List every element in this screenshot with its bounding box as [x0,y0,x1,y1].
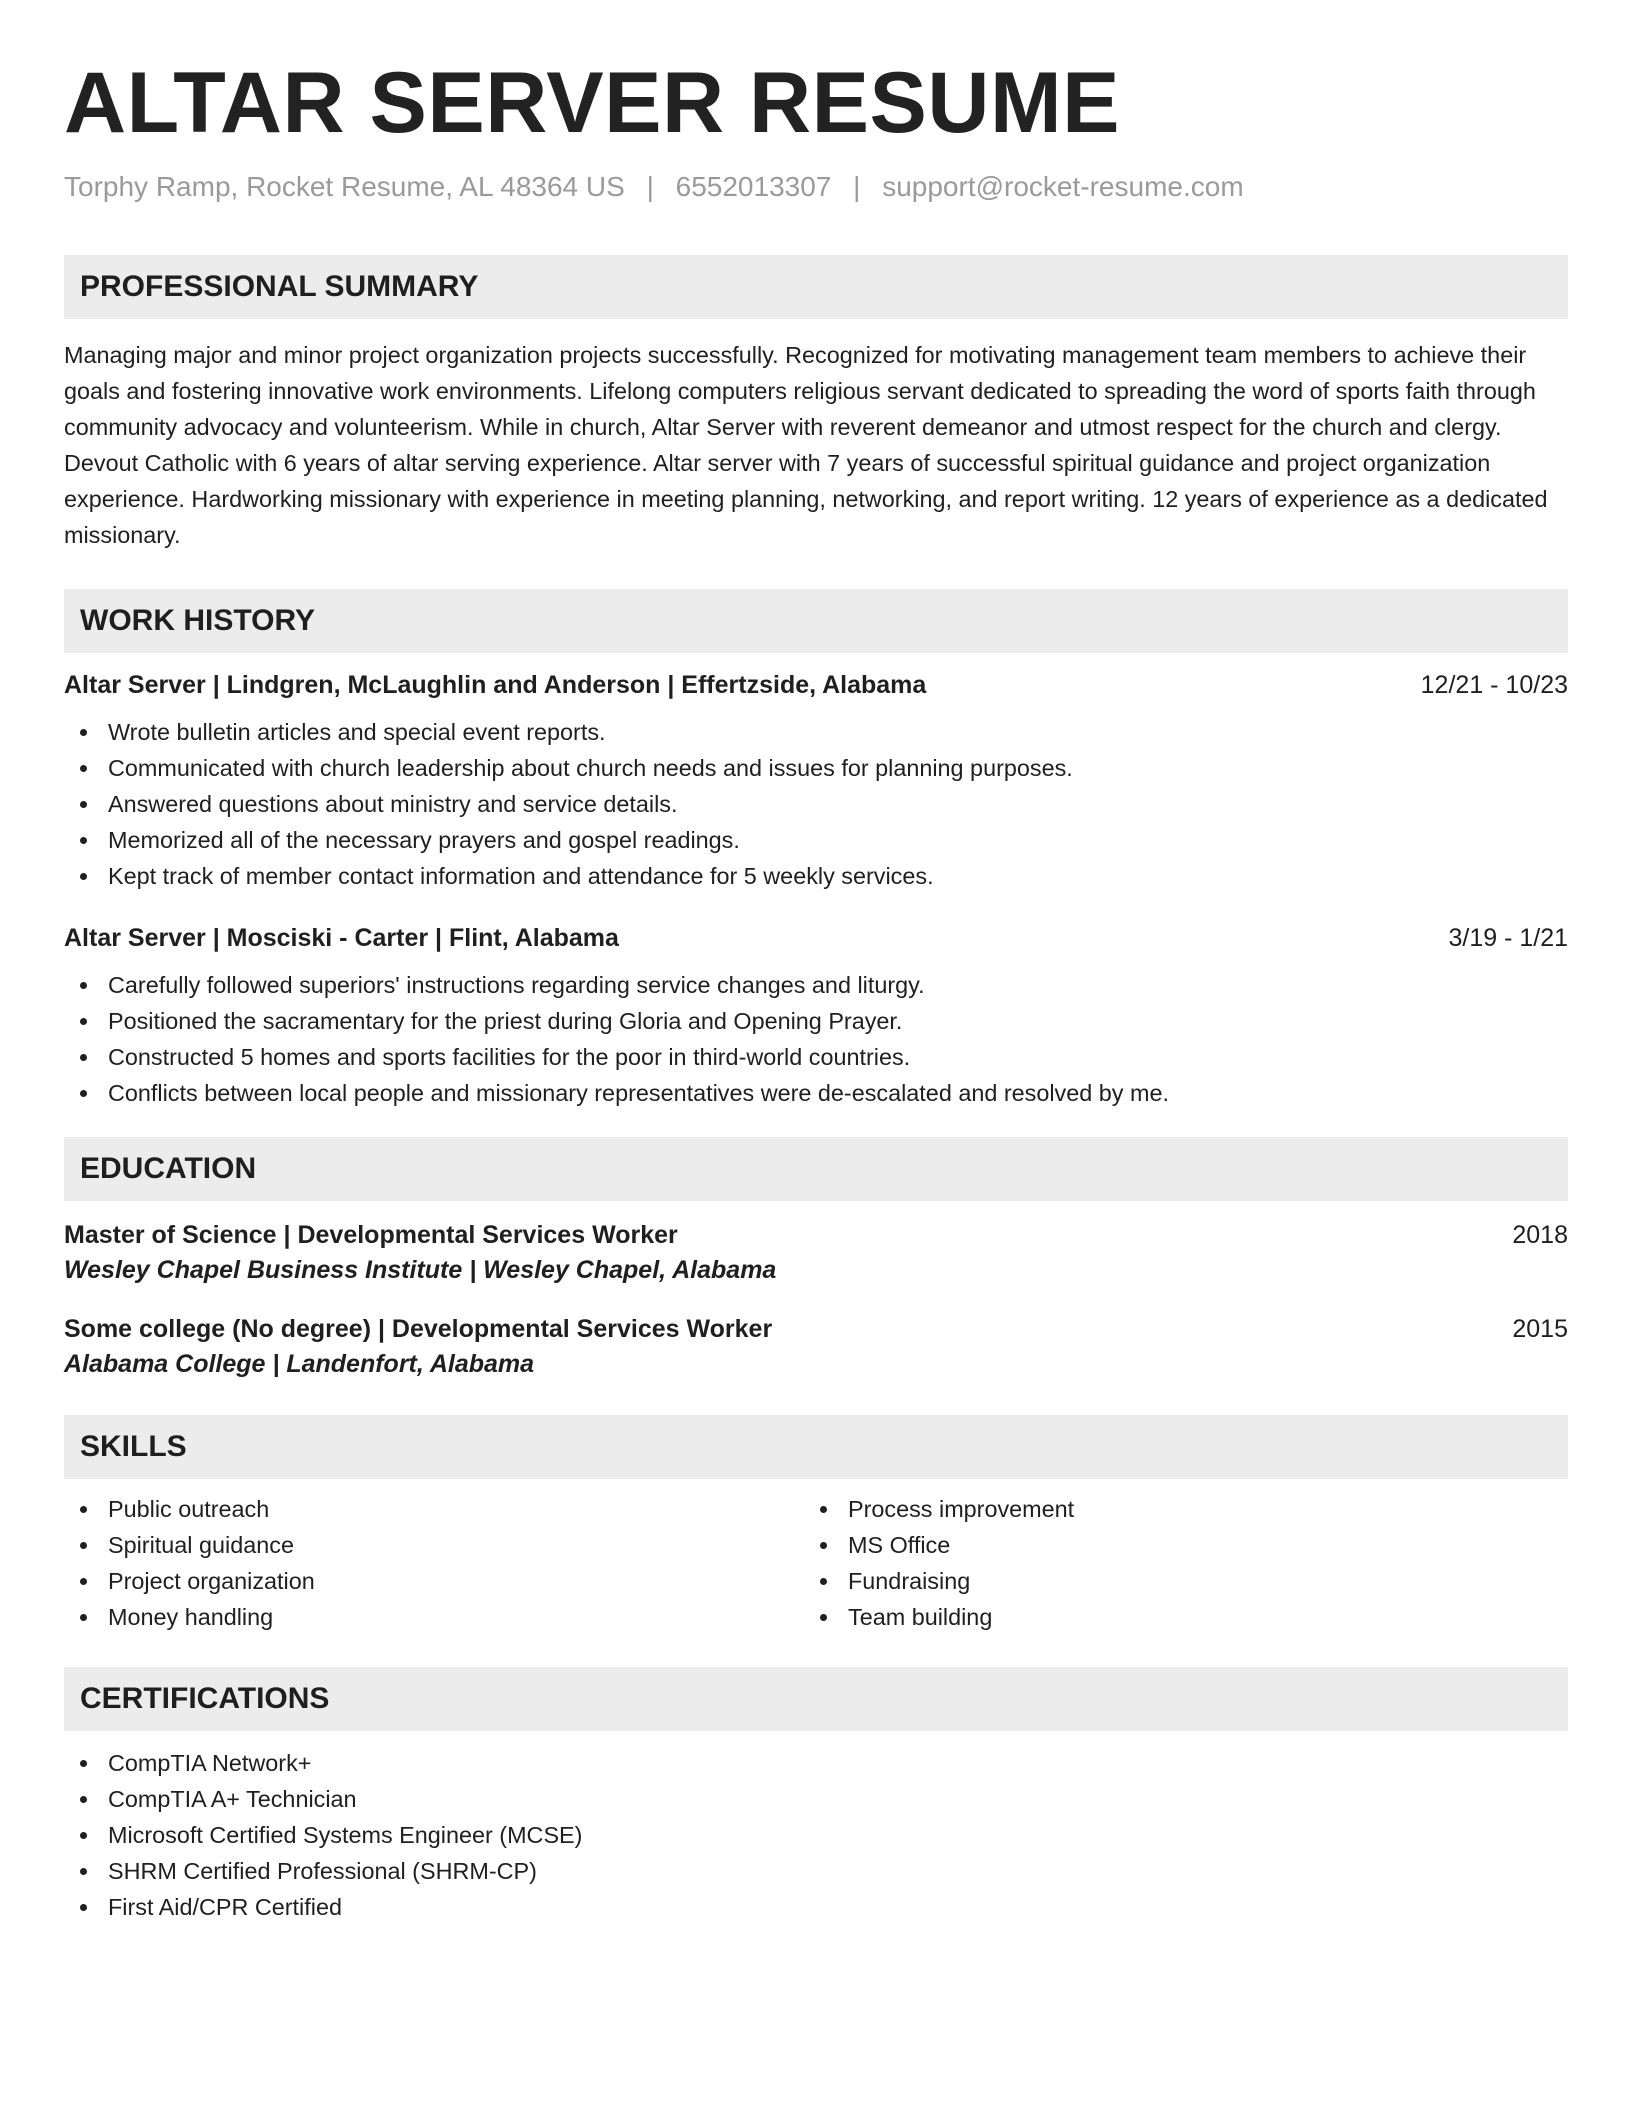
contact-address: Torphy Ramp, Rocket Resume, AL 48364 US [64,170,625,202]
certifications-list [64,1745,1568,1925]
list-item: Project organization [64,1563,804,1599]
list-item: Carefully followed superiors' instructions regarding service changes and liturgy. [64,967,1568,1003]
job-title: Altar Server | Mosciski - Carter | Flint, Alabama [64,923,619,952]
job-bullets [64,967,1568,1111]
list-item: CompTIA Network+ [64,1745,1568,1781]
list-item: Team building [804,1599,1544,1635]
list-item: MS Office [804,1527,1544,1563]
list-item: Answered questions about ministry and service details. [64,786,1568,822]
education-school: Alabama College | Landenfort, Alabama [64,1349,535,1378]
education-school: Wesley Chapel Business Institute | Wesley Chapel, Alabama [64,1255,777,1284]
contact-email: support@rocket-resume.com [882,170,1244,202]
section-heading-education: EDUCATION [64,1137,1568,1201]
job-entry [64,671,1568,894]
contact-line [64,171,1568,203]
education-entry [64,1221,1568,1285]
list-item: Money handling [64,1599,804,1635]
list-item: SHRM Certified Professional (SHRM-CP) [64,1853,1568,1889]
contact-separator: | [646,170,654,202]
skills-grid [64,1491,1568,1635]
resume-title: ALTAR SERVER RESUME [64,55,1120,151]
section-heading-skills: SKILLS [64,1415,1568,1479]
job-entry [64,924,1568,1111]
education-degree: Some college (No degree) | Developmental Services Worker [64,1314,773,1343]
list-item: Communicated with church leadership about church needs and issues for planning purposes. [64,750,1568,786]
list-item: Kept track of member contact information and attendance for 5 weekly services. [64,858,1568,894]
skills-column-left [64,1491,804,1635]
list-item: Wrote bulletin articles and special event reports. [64,714,1568,750]
list-item: Public outreach [64,1491,804,1527]
section-heading-summary: PROFESSIONAL SUMMARY [64,255,1568,319]
job-bullets [64,714,1568,894]
education-entry [64,1315,1568,1379]
contact-separator: | [853,170,861,202]
contact-phone: 6552013307 [675,170,832,202]
list-item: Process improvement [804,1491,1544,1527]
summary-text: Managing major and minor project organization projects successfully. Recognized for motivating management team members to achieve their goals and fostering innovative work environments. Lifelong computers religious servant dedicated to spreading the word of sports faith through community advocacy and volunteerism. While in church, Altar Server with reverent demeanor and utmost respect for the church and clergy. Devout Catholic with 6 years of altar serving experience. Altar server with 7 years of successful spiritual guidance and project organization experience. Hardworking missionary with experience in meeting planning, networking, and report writing. 12 years of experience as a dedicated missionary. [64,341,1548,548]
list-item: CompTIA A+ Technician [64,1781,1568,1817]
list-item: First Aid/CPR Certified [64,1889,1568,1925]
section-heading-work: WORK HISTORY [64,589,1568,653]
list-item: Microsoft Certified Systems Engineer (MCSE) [64,1817,1568,1853]
job-dates: 3/19 - 1/21 [1448,923,1568,952]
section-heading-certifications: CERTIFICATIONS [64,1667,1568,1731]
list-item: Conflicts between local people and missionary representatives were de-escalated and resolved by me. [64,1075,1568,1111]
job-title: Altar Server | Lindgren, McLaughlin and Anderson | Effertzside, Alabama [64,670,927,699]
list-item: Fundraising [804,1563,1544,1599]
list-item: Constructed 5 homes and sports facilities for the poor in third-world countries. [64,1039,1568,1075]
list-item: Positioned the sacramentary for the priest during Gloria and Opening Prayer. [64,1003,1568,1039]
list-item: Memorized all of the necessary prayers and gospel readings. [64,822,1568,858]
education-year: 2015 [1512,1314,1568,1343]
education-year: 2018 [1512,1220,1568,1249]
education-degree: Master of Science | Developmental Services Worker [64,1220,678,1249]
job-dates: 12/21 - 10/23 [1420,670,1568,699]
skills-column-right [804,1491,1544,1635]
list-item: Spiritual guidance [64,1527,804,1563]
